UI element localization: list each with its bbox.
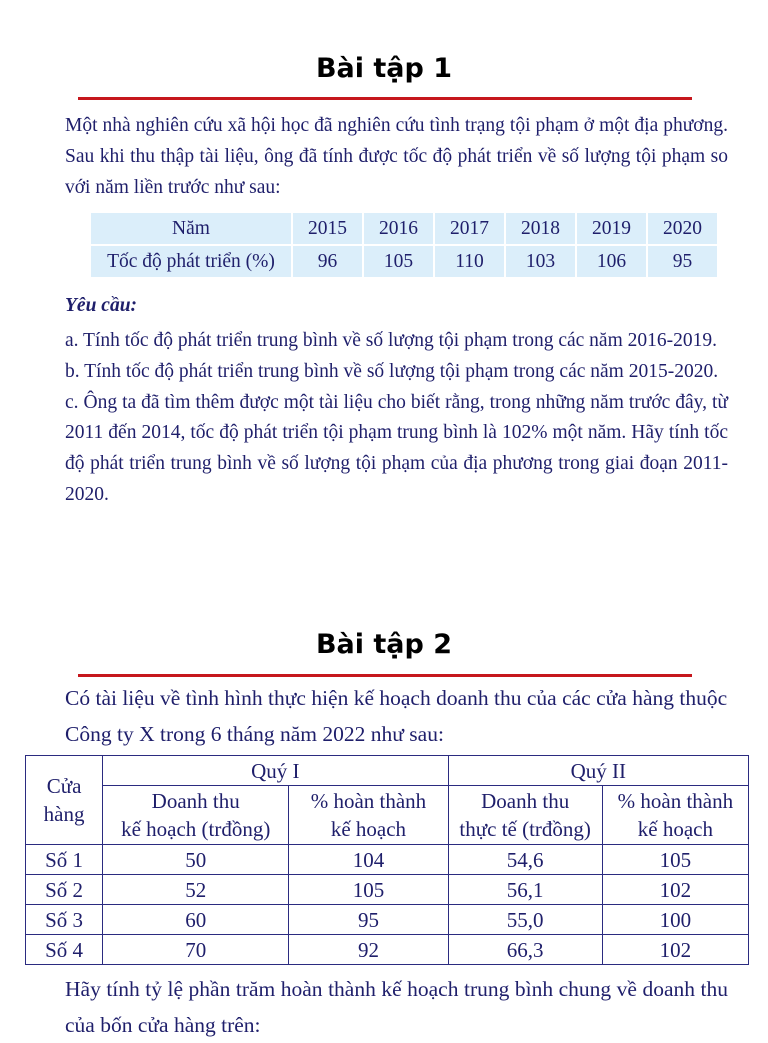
- value-cell: 105: [602, 845, 748, 875]
- store-cell: Số 2: [26, 875, 103, 905]
- value-cell: 102: [602, 935, 748, 965]
- store-header: Cửa hàng: [26, 756, 103, 845]
- requirement-item: c. Ông ta đã tìm thêm được một tài liệu cho biết rằng, trong những năm trước đây, từ 2011 đến 2014, tốc độ phát triển tội phạm trung bình là 102% một năm. Hãy tính tốc độ phát triển trung bình về số lượng tội phạm của địa phương trong giai đoạn 2011-2020.: [65, 391, 728, 505]
- rate-cell: 110: [435, 246, 504, 277]
- year-cell: 2015: [293, 213, 362, 244]
- exercise-2-question: Hãy tính tỷ lệ phần trăm hoàn thành kế hoạch trung bình chung về doanh thu của bốn cửa hàng trên:: [65, 977, 728, 1037]
- store-cell: Số 3: [26, 905, 103, 935]
- value-cell: 104: [289, 845, 448, 875]
- planned-revenue-header: Doanh thu kế hoạch (trđồng): [103, 786, 289, 845]
- value-cell: 60: [103, 905, 289, 935]
- year-cell: 2018: [506, 213, 575, 244]
- rate-cell: 95: [648, 246, 717, 277]
- exercise-1-intro: Một nhà nghiên cứu xã hội học đã nghiên cứu tình trạng tội phạm ở một địa phương. Sau khi thu thập tài liệu, ông đã tính được tốc độ phát triển về số lượng tội phạm so với năm liền trước như sau:: [65, 115, 728, 198]
- year-row: [91, 213, 717, 244]
- quarter-2-header: Quý II: [448, 756, 748, 786]
- title-underline: [78, 674, 692, 677]
- value-cell: 50: [103, 845, 289, 875]
- value-cell: 102: [602, 875, 748, 905]
- year-label: Năm: [91, 213, 291, 244]
- rate-cell: 103: [506, 246, 575, 277]
- rate-cell: 105: [364, 246, 433, 277]
- value-cell: 52: [103, 875, 289, 905]
- completion-header: % hoàn thành kế hoạch: [602, 786, 748, 845]
- value-cell: 54,6: [448, 845, 602, 875]
- completion-header: % hoàn thành kế hoạch: [289, 786, 448, 845]
- value-cell: 100: [602, 905, 748, 935]
- value-cell: 56,1: [448, 875, 602, 905]
- quarter-header-row: [26, 756, 749, 786]
- growth-rate-table: [89, 211, 719, 279]
- quarter-1-header: Quý I: [103, 756, 448, 786]
- exercise-1-title: Bài tập 1: [315, 53, 453, 84]
- column-header-row: [26, 786, 749, 845]
- value-cell: 105: [289, 875, 448, 905]
- value-cell: 70: [103, 935, 289, 965]
- table-row: [26, 935, 749, 965]
- table-row: [26, 905, 749, 935]
- requirement-item: b. Tính tốc độ phát triển trung bình về số lượng tội phạm trong các năm 2015-2020.: [65, 360, 719, 382]
- year-cell: 2020: [648, 213, 717, 244]
- value-cell: 66,3: [448, 935, 602, 965]
- rate-cell: 106: [577, 246, 646, 277]
- requirements-list: [65, 326, 728, 511]
- store-cell: Số 4: [26, 935, 103, 965]
- rate-row: [91, 246, 717, 277]
- year-cell: 2017: [435, 213, 504, 244]
- value-cell: 92: [289, 935, 448, 965]
- table-row: [26, 845, 749, 875]
- rate-label: Tốc độ phát triển (%): [91, 246, 291, 277]
- store-cell: Số 1: [26, 845, 103, 875]
- year-cell: 2019: [577, 213, 646, 244]
- requirement-item: a. Tính tốc độ phát triển trung bình về số lượng tội phạm trong các năm 2016-2019.: [65, 330, 717, 351]
- year-cell: 2016: [364, 213, 433, 244]
- actual-revenue-header: Doanh thu thực tế (trđồng): [448, 786, 602, 845]
- title-underline: [78, 97, 692, 100]
- requirements-label: Yêu cầu:: [65, 295, 138, 316]
- exercise-2-intro: Có tài liệu về tình hình thực hiện kế hoạch doanh thu của các cửa hàng thuộc Công ty X trong 6 tháng năm 2022 như sau:: [65, 686, 728, 746]
- table-row: [26, 875, 749, 905]
- rate-cell: 96: [293, 246, 362, 277]
- revenue-table: [25, 755, 749, 965]
- value-cell: 55,0: [448, 905, 602, 935]
- value-cell: 95: [289, 905, 448, 935]
- exercise-2-title: Bài tập 2: [315, 629, 453, 660]
